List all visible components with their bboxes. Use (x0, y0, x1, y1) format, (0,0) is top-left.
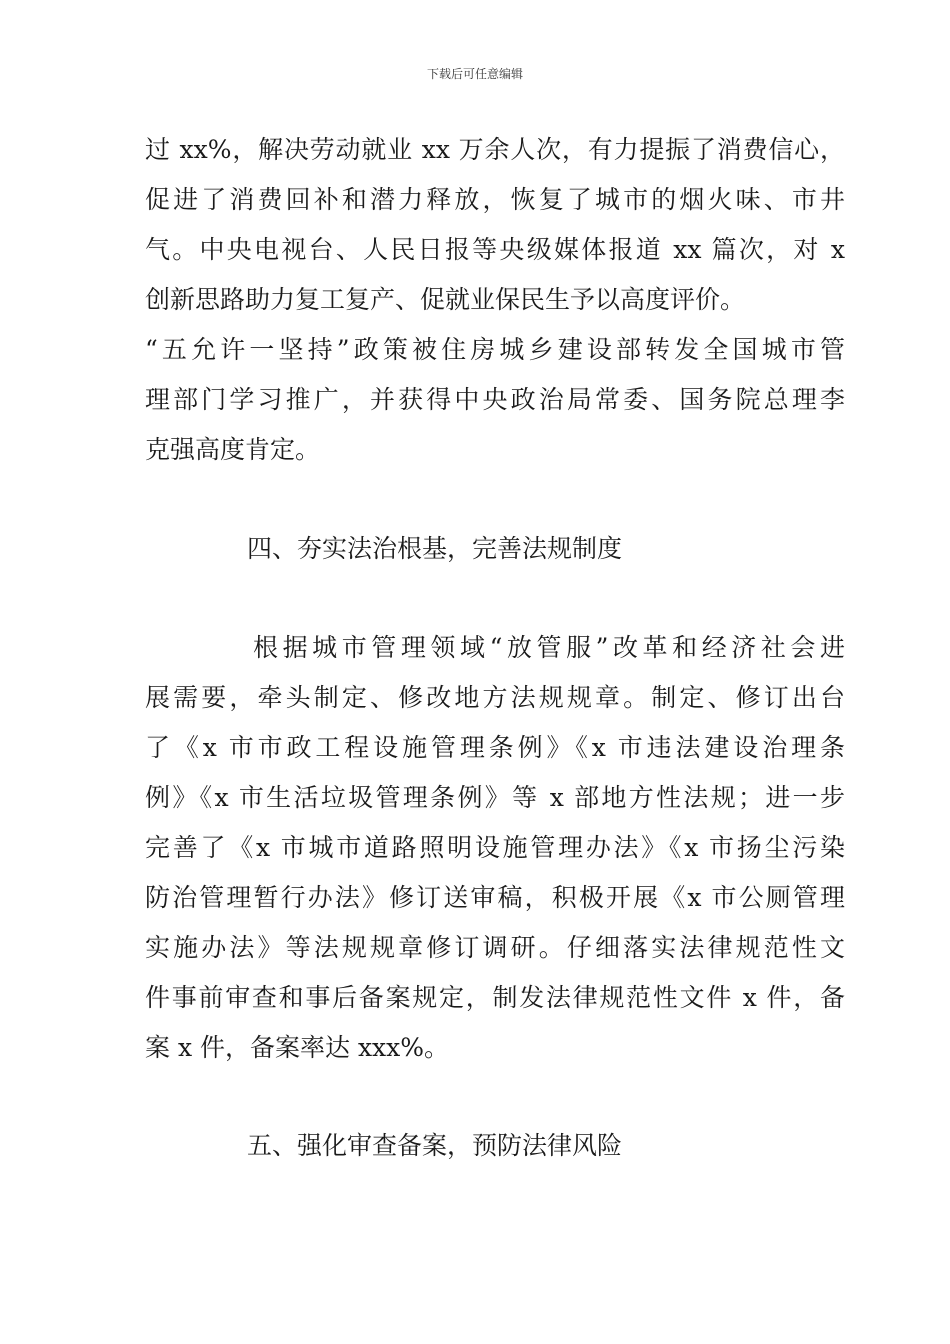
section-heading-5: 五、强化审查备案，预防法律风险 (247, 1131, 623, 1160)
paragraph-line: 展需要，牵头制定、修改地方法规规章。制定、修订出台 (145, 683, 845, 712)
paragraph-line: 理部门学习推广，并获得中央政治局常委、国务院总理李 (145, 385, 845, 414)
paragraph-line: 气。中央电视台、人民日报等央级媒体报道 xx 篇次，对 x (145, 235, 845, 264)
paragraph-line: 根据城市管理领域“放管服”改革和经济社会进 (253, 633, 845, 662)
paragraph-line: “五允许一坚持”政策被住房城乡建设部转发全国城市管 (145, 335, 845, 364)
paragraph-line: 完善了《x 市城市道路照明设施管理办法》《x 市扬尘污染 (145, 833, 845, 862)
paragraph-line: 促进了消费回补和潜力释放，恢复了城市的烟火味、市井 (145, 185, 845, 214)
paragraph-line: 实施办法》等法规规章修订调研。仔细落实法律规范性文 (145, 933, 845, 962)
paragraph-line: 克强高度肯定。 (145, 435, 321, 464)
paragraph-line: 过 xx%，解决劳动就业 xx 万余人次，有力提振了消费信心， (145, 135, 845, 164)
paragraph-line: 件事前审查和事后备案规定，制发法律规范性文件 x 件，备 (145, 983, 845, 1012)
paragraph-line: 创新思路助力复工复产、促就业保民生予以高度评价。 (145, 285, 746, 314)
paragraph-line: 案 x 件，备案率达 xxx%。 (145, 1033, 449, 1062)
paragraph-line: 了《x 市市政工程设施管理条例》《x 市违法建设治理条 (145, 733, 845, 762)
page-header: 下载后可任意编辑 (426, 67, 523, 81)
paragraph-line: 防治管理暂行办法》修订送审稿，积极开展《x 市公厕管理 (145, 883, 845, 912)
paragraph-line: 例》《x 市生活垃圾管理条例》等 x 部地方性法规；进一步 (145, 783, 845, 812)
section-heading-4: 四、夯实法治根基，完善法规制度 (247, 534, 623, 563)
